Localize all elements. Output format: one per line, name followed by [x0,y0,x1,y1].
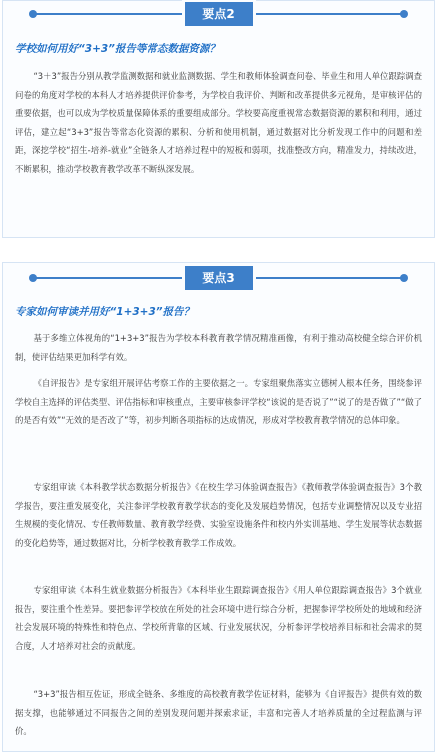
section-badge: 要点2 [185,2,253,26]
question-title: 专家如何审读并用好“1+3+3”报告？ [15,306,195,318]
section-card-key-point-3 [2,262,435,752]
body-paragraph: “3+3”报告相互佐证，形成全链条、多维度的高校教育教学佐证材料，能够为《自评报告》提供有效的数据支撑，也能够通过不同报告之间的差别发现问题并探索求证，丰富和完善人才培养质量的全过程监测与评价。 [15,689,422,736]
section-badge: 要点3 [185,266,253,290]
section-card-key-point-2 [2,0,435,238]
body-paragraph: 《自评报告》是专家组开展评估考察工作的主要依据之一。专家组聚焦落实立德树人根本任务，围绕参评学校自主选择的评估类型、评估指标和审核重点，主要审核参评学校“该说的是否说了”“说了的是否做了”“做了的是否有效”“无效的是否改了”等，初步判断各项指标的达成情况，形成对学校教育教学情况的总体印象。 [15,378,422,425]
body-paragraph: “3＋3”报告分别从教学监测数据和就业监测数据、学生和教师体验调查问卷、毕业生和用人单位跟踪调查问卷的角度对学校的本科人才培养提供评价参考，为学校自我评价、判断和改革提供多元视角，是审核评估的重要依据，也可以成为学校质量保障体系的重要组成部分。学校要高度重视常态数据资源的累积和利用，通过评估，建立起“3+3”报告等常态化资源的累积、分析和使用机制，通过数据对比分析发现工作中的问题和差距，深挖学校“招生-培养-就业”全链条人才培养过程中的短板和弱项，找准整改方向，精准发力，持续改进，不断累积，推动学校教育教学改革不断纵深发展。 [15,71,422,174]
body-paragraph: 专家组审读《本科生就业数据分析报告》《本科毕业生跟踪调查报告》《用人单位跟踪调查报告》3个就业报告，要注重个性差异。要把参评学校放在所处的社会环境中进行综合分析，把握参评学校所处的地域和经济社会发展环境的特殊性和特色点、学校所背靠的区域、行业发展状况，分析参评学校培养目标和社会需求的契合度，人才培养对社会的贡献度。 [15,585,422,651]
question-title: 学校如何用好“3+3”报告等常态数据资源？ [15,43,220,55]
body-paragraph: 基于多维立体视角的“1+3+3”报告为学校本科教育教学情况精准画像，有利于推动高校健全综合评价机制，使评估结果更加科学有效。 [15,333,422,362]
body-paragraph: 专家组审读《本科教学状态数据分析报告》《在校生学习体验调查报告》《教师教学体验调查报告》3个教学报告，要注重发展变化，关注参评学校教育教学状态的变化及发展趋势情况，包括专业调整情况以及专业招生规模的变化情况、专任教师数量、教育教学经费、实验室设施条件和校内外实训基地、学生发展等状态数据的变化趋势等，通过数据对比，分析学校教育教学工作成效。 [15,482,422,548]
